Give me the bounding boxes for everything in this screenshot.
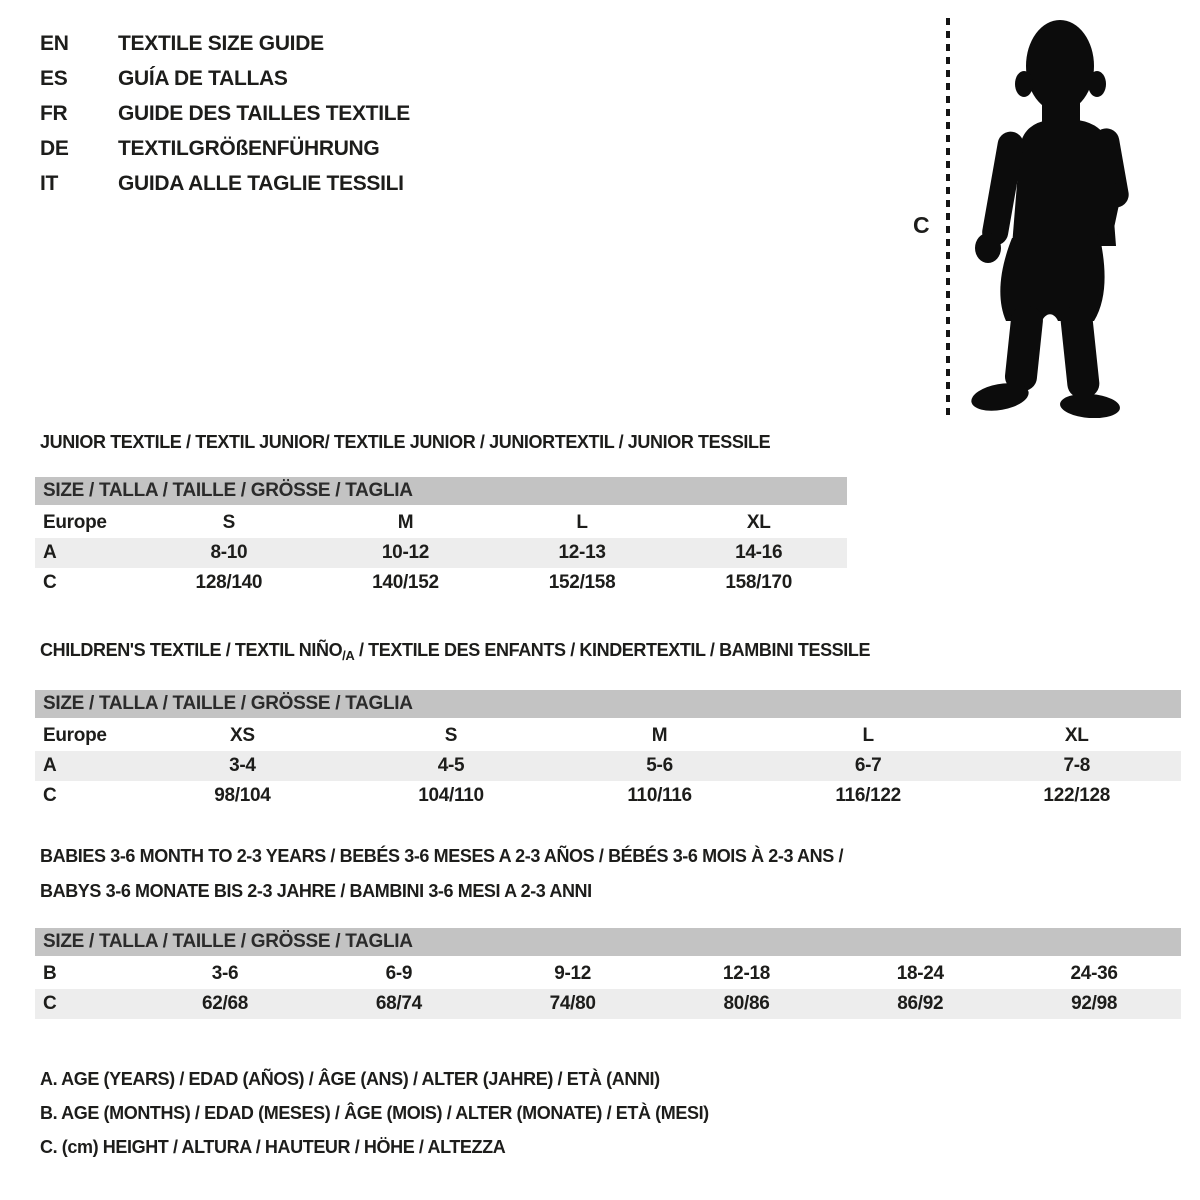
table-cell: 62/68 (202, 993, 249, 1014)
table-cell: 14-16 (735, 542, 783, 563)
language-title-block (40, 26, 410, 201)
table-cell: 110/116 (627, 785, 692, 806)
table-cell: XS (230, 725, 255, 746)
table-cell: 140/152 (372, 572, 439, 593)
language-row-en (40, 26, 410, 61)
legend-line-c: C. (cm) HEIGHT / ALTURA / HAUTEUR / HÖHE / ALTEZZA (40, 1137, 506, 1157)
children-title-post: / TEXTILE DES ENFANTS / KINDERTEXTIL / BAMBINI TESSILE (354, 640, 871, 660)
language-row-fr (40, 96, 410, 131)
table-cell: 12-18 (722, 963, 771, 984)
language-code: FR (40, 101, 68, 125)
table-cell: 122/128 (1043, 785, 1111, 806)
table-row-europe (35, 721, 1181, 751)
height-measure-label: C (913, 212, 930, 238)
table-row-age (35, 538, 847, 568)
table-cell: S (222, 512, 236, 533)
table-cell: L (576, 512, 588, 533)
babies-title-line1: BABIES 3-6 MONTH TO 2-3 YEARS / BEBÉS 3-6 MESES A 2-3 AÑOS / BÉBÉS 3-6 MOIS À 2-3 ANS / (40, 846, 844, 866)
table-cell: XL (746, 512, 771, 533)
size-table-header: SIZE / TALLA / TAILLE / GRÖSSE / TAGLIA (35, 477, 847, 505)
row-label: Europe (43, 512, 107, 533)
legend-line-a: A. AGE (YEARS) / EDAD (AÑOS) / ÂGE (ANS) / ALTER (JAHRE) / ETÀ (ANNI) (40, 1069, 660, 1089)
measurement-legend (40, 1062, 709, 1164)
table-cell: XL (1064, 725, 1089, 746)
toddler-silhouette-icon (960, 16, 1140, 418)
table-cell: 7-8 (1063, 755, 1090, 776)
row-label: C (43, 993, 57, 1014)
table-row-europe (35, 508, 847, 538)
table-cell: 6-7 (854, 755, 882, 776)
row-label: B (43, 963, 57, 984)
babies-section-title (40, 844, 843, 914)
table-cell: 104/110 (418, 785, 484, 806)
language-title: GUIDE DES TAILLES TEXTILE (118, 101, 410, 125)
size-table-header: SIZE / TALLA / TAILLE / GRÖSSE / TAGLIA (35, 928, 1181, 956)
table-row-height (35, 781, 1181, 811)
row-label: Europe (43, 725, 107, 746)
language-title: GUÍA DE TALLAS (118, 66, 288, 90)
table-cell: 128/140 (195, 572, 263, 593)
table-cell: 86/92 (897, 993, 944, 1014)
table-cell: 8-10 (210, 542, 248, 563)
babies-size-table (35, 928, 1181, 1019)
junior-section-title: JUNIOR TEXTILE / TEXTIL JUNIOR/ TEXTILE JUNIOR / JUNIORTEXTIL / JUNIOR TESSILE (40, 432, 771, 452)
language-title: TEXTILGRÖßENFÜHRUNG (118, 136, 380, 160)
table-cell: 9-12 (554, 963, 592, 984)
row-label: C (43, 572, 57, 593)
table-row-months (35, 959, 1181, 989)
table-row-height (35, 568, 847, 598)
language-code: ES (40, 66, 68, 90)
language-title: TEXTILE SIZE GUIDE (118, 31, 324, 55)
table-cell: 6-9 (385, 963, 413, 984)
row-label: A (43, 755, 57, 776)
table-cell: 158/170 (725, 572, 792, 593)
children-title-pre: CHILDREN'S TEXTILE / TEXTIL NIÑO (40, 640, 343, 660)
language-row-it (40, 166, 410, 201)
children-title-subscript: /A (342, 648, 355, 663)
table-cell: 3-6 (211, 963, 239, 984)
language-row-de (40, 131, 410, 166)
height-dashed-line (946, 18, 950, 416)
row-label: A (43, 542, 57, 563)
table-row-age (35, 751, 1181, 781)
table-cell: 152/158 (548, 572, 616, 593)
table-cell: 24-36 (1070, 963, 1118, 984)
table-cell: 12-13 (558, 542, 606, 563)
legend-line-b: B. AGE (MONTHS) / EDAD (MESES) / ÂGE (MOIS) / ALTER (MONATE) / ETÀ (MESI) (40, 1103, 709, 1123)
children-section-title (40, 640, 870, 663)
table-cell: M (397, 512, 414, 533)
language-code: IT (40, 171, 59, 195)
children-size-table (35, 690, 1181, 811)
table-cell: M (651, 725, 668, 746)
table-row-height (35, 989, 1181, 1019)
size-table-header: SIZE / TALLA / TAILLE / GRÖSSE / TAGLIA (35, 690, 1181, 718)
table-cell: 116/122 (835, 785, 901, 806)
row-label: C (43, 785, 57, 806)
language-code: EN (40, 31, 69, 55)
table-cell: 80/86 (723, 993, 770, 1014)
table-cell: L (862, 725, 874, 746)
table-cell: 92/98 (1071, 993, 1118, 1014)
language-code: DE (40, 136, 69, 160)
table-cell: S (444, 725, 458, 746)
table-cell: 18-24 (896, 963, 944, 984)
table-cell: 74/80 (549, 993, 596, 1014)
babies-title-line2: BABYS 3-6 MONATE BIS 2-3 JAHRE / BAMBINI 3-6 MESI A 2-3 ANNI (40, 881, 592, 901)
language-row-es (40, 61, 410, 96)
table-cell: 98/104 (214, 785, 271, 806)
table-cell: 5-6 (646, 755, 673, 776)
table-cell: 4-5 (437, 755, 465, 776)
table-cell: 3-4 (229, 755, 256, 776)
junior-size-table (35, 477, 847, 598)
table-cell: 10-12 (381, 542, 430, 563)
table-cell: 68/74 (375, 993, 422, 1014)
language-title: GUIDA ALLE TAGLIE TESSILI (118, 171, 404, 195)
